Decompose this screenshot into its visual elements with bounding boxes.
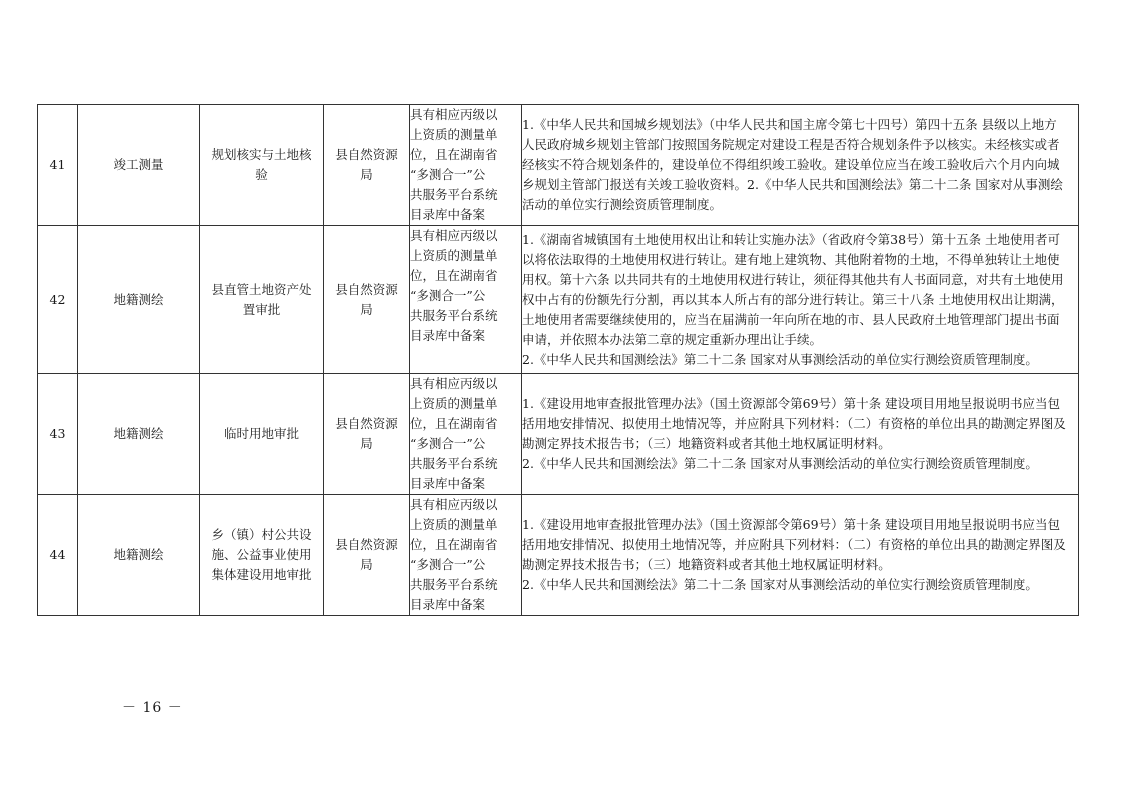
survey-type-cell: 竣工测量 xyxy=(78,105,200,226)
qualification-line: 共服务平台系统 xyxy=(410,456,498,471)
legal-basis-line: 2.《中华人民共和国测绘法》第二十二条 国家对从事测绘活动的单位实行测绘资质管理制度。 xyxy=(522,577,1038,592)
qualification-cell xyxy=(410,226,522,374)
approval-item-cell xyxy=(200,374,324,495)
qualification-line: 上资质的测量单 xyxy=(410,127,498,142)
qualification-line: 共服务平台系统 xyxy=(410,577,498,592)
qualification-line: 上资质的测量单 xyxy=(410,248,498,263)
row-number-cell: 44 xyxy=(38,495,78,616)
approval-item-line: 临时用地审批 xyxy=(223,426,299,441)
row-number-cell: 42 xyxy=(38,226,78,374)
legal-basis-line: 括用地安排情况、拟使用土地情况等，并应附具下列材料：（二）有资格的单位出具的勘测定界图及 xyxy=(522,416,1066,431)
approval-item-cell xyxy=(200,495,324,616)
qualification-line: 具有相应丙级以 xyxy=(410,376,498,391)
qualification-line: 位，且在湖南省 xyxy=(410,537,498,552)
legal-basis-line: 活动的单位实行测绘资质管理制度。 xyxy=(522,197,723,212)
legal-basis-cell xyxy=(522,105,1079,226)
legal-basis-line: 经核实不符合规划条件的，建设单位不得组织竣工验收。建设单位应当在竣工验收后六个月内向城 xyxy=(522,157,1060,172)
qualification-line: 具有相应丙级以 xyxy=(410,228,498,243)
approval-item-line: 县直管土地资产处 xyxy=(211,281,312,297)
department-cell xyxy=(324,374,410,495)
legal-basis-line: 土地使用者需要继续使用的，应当在届满前一年向所在地的市、县人民政府土地管理部门提出书面 xyxy=(522,311,1060,327)
qualification-line: 目录库中备案 xyxy=(410,597,486,612)
row-number-cell: 41 xyxy=(38,105,78,226)
department-line: 县自然资源 xyxy=(335,147,398,162)
qualification-line: “多测合一”公 xyxy=(410,288,486,303)
legal-basis-line: 2.《中华人民共和国测绘法》第二十二条 国家对从事测绘活动的单位实行测绘资质管理制度。 xyxy=(522,456,1038,471)
qualification-cell xyxy=(410,105,522,226)
legal-basis-line: 勘测定界技术报告书；（三）地籍资料或者其他土地权属证明材料。 xyxy=(522,436,891,451)
qualification-line: 上资质的测量单 xyxy=(410,396,498,411)
qualification-line: 上资质的测量单 xyxy=(410,517,498,532)
approval-item-line: 规划核实与土地核 xyxy=(211,147,312,162)
survey-type-cell: 地籍测绘 xyxy=(78,374,200,495)
legal-basis-line: 用权。第十六条 以共同共有的土地使用权进行转让，须征得其他共有人书面同意，对共有土地使用 xyxy=(522,271,1064,287)
approval-item-cell xyxy=(200,105,324,226)
legal-basis-line: 申请，并依照本办法第二章的规定重新办理出让手续。 xyxy=(522,331,823,347)
table-row xyxy=(38,374,1079,495)
row-number-cell: 43 xyxy=(38,374,78,495)
department-line: 局 xyxy=(360,436,373,451)
legal-basis-line: 权中占有的份额先行分割，再以其本人所占有的部分进行转让。第三十八条 土地使用权出让期满， xyxy=(522,291,1064,307)
approval-item-line: 置审批 xyxy=(242,301,281,317)
approval-item-line: 验 xyxy=(255,167,268,182)
qualification-line: 共服务平台系统 xyxy=(410,308,498,323)
approval-item-line: 集体建设用地审批 xyxy=(211,567,312,582)
regulation-table xyxy=(37,104,1079,616)
approval-item-line: 乡（镇）村公共设 xyxy=(211,527,312,542)
legal-basis-line: 2.《中华人民共和国测绘法》第二十二条 国家对从事测绘活动的单位实行测绘资质管理制度。 xyxy=(522,351,1038,367)
survey-type-cell: 地籍测绘 xyxy=(78,226,200,374)
legal-basis-line: 1.《中华人民共和国城乡规划法》（中华人民共和国主席令第七十四号）第四十五条 县级以上地方 xyxy=(522,117,1057,132)
department-cell xyxy=(324,226,410,374)
legal-basis-line: 1.《建设用地审查报批管理办法》（国土资源部令第69号）第十条 建设项目用地呈报说明书应当包 xyxy=(522,517,1061,532)
legal-basis-line: 以将依法取得的土地使用权进行转让。建有地上建筑物、其他附着物的土地，不得单独转让土地使 xyxy=(522,251,1060,267)
department-line: 局 xyxy=(360,301,373,317)
qualification-line: 共服务平台系统 xyxy=(410,187,498,202)
qualification-cell xyxy=(410,495,522,616)
survey-type-cell: 地籍测绘 xyxy=(78,495,200,616)
qualification-line: 位，且在湖南省 xyxy=(410,147,498,162)
legal-basis-line: 括用地安排情况、拟使用土地情况等，并应附具下列材料：（二）有资格的单位出具的勘测定界图及 xyxy=(522,537,1066,552)
department-cell xyxy=(324,495,410,616)
legal-basis-cell xyxy=(522,226,1079,374)
legal-basis-cell xyxy=(522,374,1079,495)
qualification-line: 目录库中备案 xyxy=(410,207,486,222)
approval-item-cell xyxy=(200,226,324,374)
table-row xyxy=(38,105,1079,226)
table-row xyxy=(38,495,1079,616)
department-line: 县自然资源 xyxy=(335,281,398,297)
qualification-line: 位，且在湖南省 xyxy=(410,268,498,283)
legal-basis-line: 乡规划主管部门报送有关竣工验收资料。2.《中华人民共和国测绘法》第二十二条 国家对从事测绘 xyxy=(522,177,1063,192)
qualification-cell xyxy=(410,374,522,495)
qualification-line: “多测合一”公 xyxy=(410,557,486,572)
department-line: 县自然资源 xyxy=(335,537,398,552)
approval-item-line: 施、公益事业使用 xyxy=(211,547,312,562)
qualification-line: 目录库中备案 xyxy=(410,328,486,343)
table-row xyxy=(38,226,1079,374)
page-number: － 16 － xyxy=(122,700,183,716)
legal-basis-line: 1.《建设用地审查报批管理办法》（国土资源部令第69号）第十条 建设项目用地呈报说明书应当包 xyxy=(522,396,1061,411)
legal-basis-line: 勘测定界技术报告书；（三）地籍资料或者其他土地权属证明材料。 xyxy=(522,557,891,572)
table-body xyxy=(38,105,1079,616)
department-line: 局 xyxy=(360,167,373,182)
qualification-line: “多测合一”公 xyxy=(410,436,486,451)
legal-basis-line: 1.《湖南省城镇国有土地使用权出让和转让实施办法》（省政府令第38号）第十五条 土地使用者可 xyxy=(522,231,1061,247)
qualification-line: 具有相应丙级以 xyxy=(410,497,498,512)
legal-basis-cell xyxy=(522,495,1079,616)
department-line: 县自然资源 xyxy=(335,416,398,431)
qualification-line: “多测合一”公 xyxy=(410,167,486,182)
qualification-line: 具有相应丙级以 xyxy=(410,107,498,122)
department-line: 局 xyxy=(360,557,373,572)
department-cell xyxy=(324,105,410,226)
qualification-line: 位，且在湖南省 xyxy=(410,416,498,431)
qualification-line: 目录库中备案 xyxy=(410,476,486,491)
legal-basis-line: 人民政府城乡规划主管部门按照国务院规定对建设工程是否符合规划条件予以核实。未经核实或者 xyxy=(522,137,1060,152)
